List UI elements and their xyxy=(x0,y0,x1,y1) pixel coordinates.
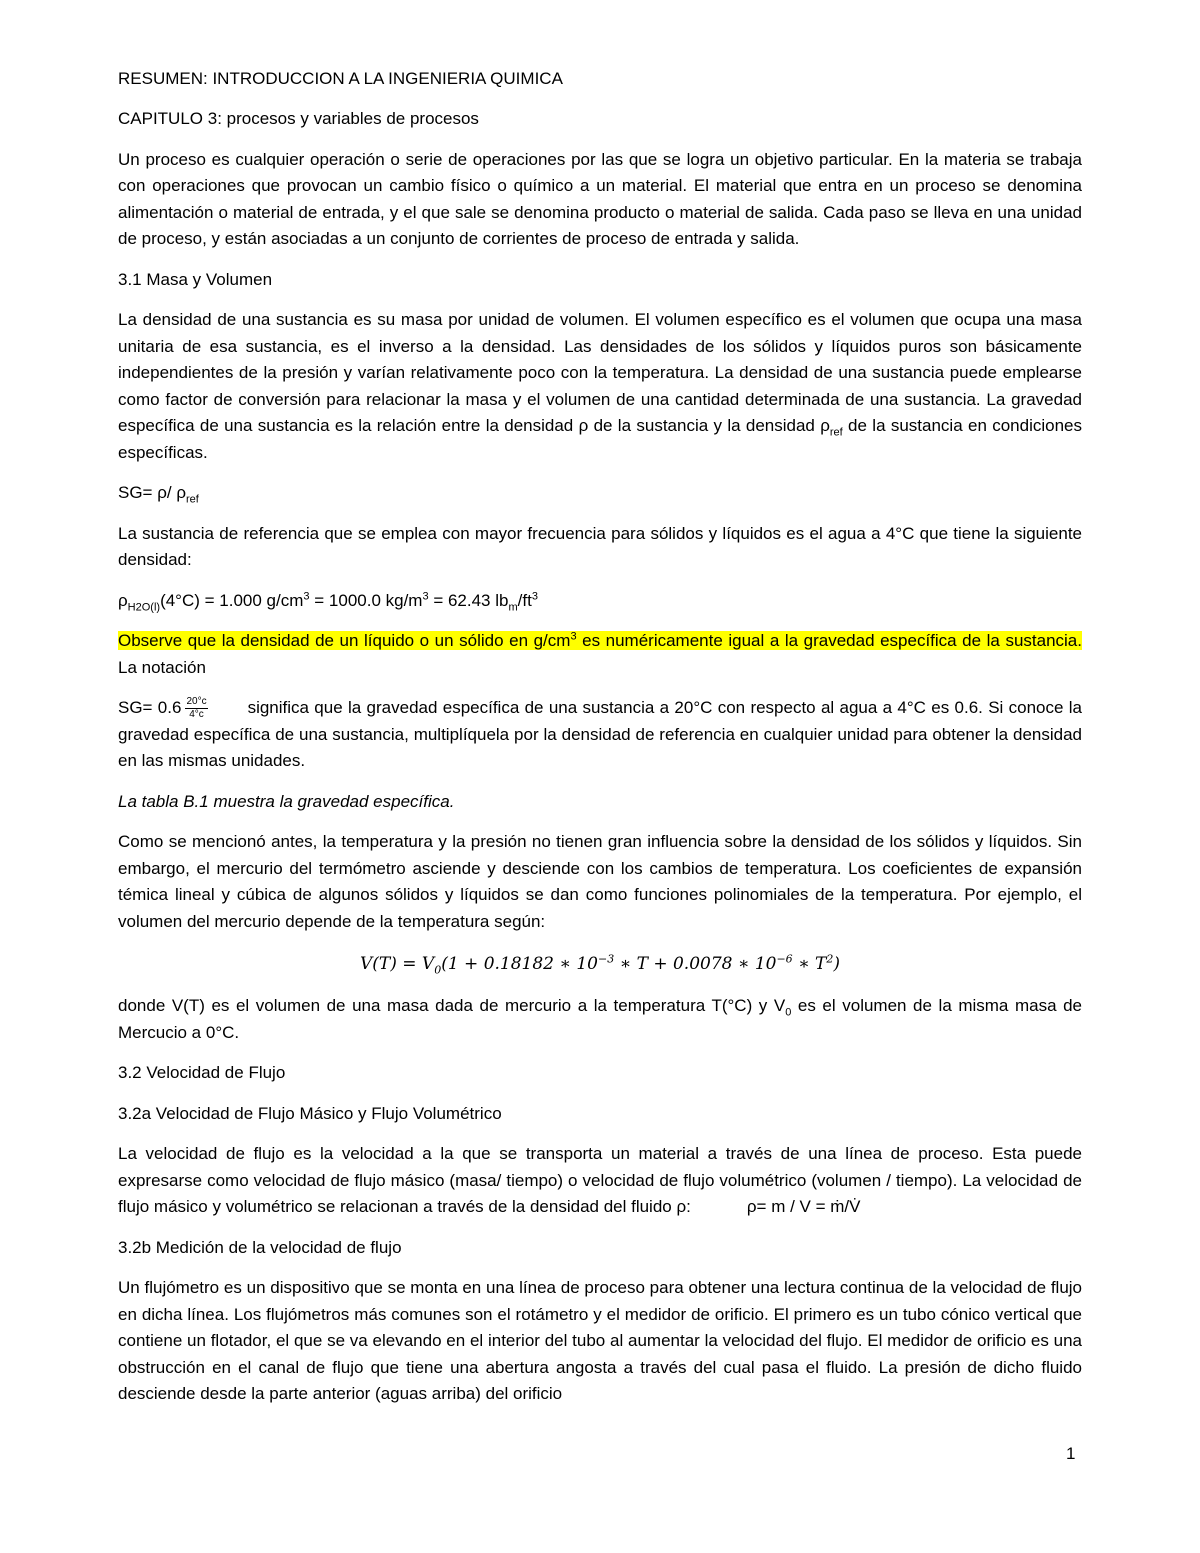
rho-sub2: m xyxy=(508,600,518,613)
document-body xyxy=(118,66,1082,1408)
eq-sup1: −3 xyxy=(598,952,615,966)
where-paragraph xyxy=(118,993,1082,1046)
rho-sup1: 3 xyxy=(303,589,310,602)
eq-sub: 0 xyxy=(434,963,442,977)
eq-part4: ∗ T xyxy=(792,954,827,974)
where-part1: donde V(T) es el volumen de una masa dada de mercurio a la temperatura T(°C) y V xyxy=(118,996,786,1015)
table-note: La tabla B.1 muestra la gravedad específica. xyxy=(118,791,455,811)
flowmeter-paragraph: Un flujómetro es un dispositivo que se monta en una línea de proceso para obtener una lectura continua de la velocidad de flujo en dicha línea. Los flujómetros más comunes son el rotámetro y el medidor de orificio. El primero es un tubo cónico vertical que contiene un flotador, el que se va elevando en el interior del tubo al aumentar la velocidad del flujo. El medidor de orificio es una obstrucción en el canal de flujo que tiene una abertura angosta a través del cual pasa el fluido. La presión de dicho fluido desciende desde la parte anterior (aguas arriba) del orificio xyxy=(118,1278,1082,1403)
ref-subscript: ref xyxy=(829,426,843,439)
sg-formula-main: SG= ρ/ ρ xyxy=(118,483,186,502)
rho-part4: /ft xyxy=(517,590,532,610)
rho-symbol: ρ xyxy=(118,590,128,610)
eq-part1: V(T) = V xyxy=(359,954,435,974)
eq-sup2: −6 xyxy=(776,952,793,966)
where-sub: 0 xyxy=(785,1006,792,1019)
mercury-paragraph: Como se mencionó antes, la temperatura y la presión no tienen gran influencia sobre la densidad de los sólidos y líquidos. Sin embargo, el mercurio del termómetro asciende y desciende con los cambios de temperatura. Los coeficientes de expansión témica lineal y cúbica de algunos sólidos y líquidos se dan como funciones polinomiales de la temperatura. Por ejemplo, el volumen del mercurio depende de la temperatura según: xyxy=(118,832,1082,931)
where-part2: es el volumen de la misma masa de Mercucio a 0°C. xyxy=(118,996,1083,1042)
rho-part3: = 62.43 lb xyxy=(428,590,509,610)
section-heading-3-2: 3.2 Velocidad de Flujo xyxy=(118,1063,286,1082)
fraction-denominator: 4°c xyxy=(189,709,204,721)
eq-part3: ∗ T + 0.0078 ∗ 10 xyxy=(614,954,777,974)
flow-text: La velocidad de flujo es la velocidad a la que se transporta un material a través de una línea de proceso. Esta puede expresarse como velocidad de flujo másico (masa/ tiempo) o velocidad de flujo volumétrico (volumen / tiempo). La velocidad de flujo másico y volumétrico se relacionan a través de la densidad del fluido ρ: xyxy=(118,1144,1082,1216)
eq-part2: (1 + 0.18182 ∗ 10 xyxy=(441,954,598,974)
eq-sup3: 2 xyxy=(826,952,834,966)
density-paragraph xyxy=(118,307,1082,466)
section-heading-3-2b: 3.2b Medición de la velocidad de flujo xyxy=(118,1237,402,1257)
chapter-heading: CAPITULO 3: procesos y variables de procesos xyxy=(118,109,479,128)
sg-formula-sub: ref xyxy=(186,493,199,506)
flow-formula: ρ= m / V = ṁ/V̇ xyxy=(746,1197,861,1216)
sg-notation-lead: SG= 0.6 xyxy=(118,698,182,717)
temperature-fraction xyxy=(185,696,207,721)
sg-notation-paragraph xyxy=(118,695,1082,775)
fraction-numerator: 20°c xyxy=(186,696,207,708)
sg-notation-text: significa que la gravedad específica de una sustancia a 20°C con respecto al agua a 4°C es 0.6. Si conoce la gravedad específica de una sustancia, multiplíquela por la densidad de referencia en cualquier unidad para obtener la densidad en las mismas unidades. xyxy=(118,698,1082,770)
highlight-after: La notación xyxy=(118,657,206,677)
rho-sup3: 3 xyxy=(531,589,538,602)
rho-part2: = 1000.0 kg/m xyxy=(309,590,423,610)
sg-formula xyxy=(118,480,1082,507)
density-tail: de la sustancia en condiciones específicas. xyxy=(118,416,1083,462)
highlight-part1: Observe que la densidad de un líquido o un sólido en g/cm xyxy=(118,631,571,650)
highlight-sup: 3 xyxy=(570,630,577,643)
highlight-paragraph xyxy=(118,628,1082,681)
rho-water-sub: H2O(l) xyxy=(127,600,161,613)
highlight-part2: es numéricamente igual a la gravedad específica de la sustancia. xyxy=(576,631,1082,650)
intro-paragraph: Un proceso es cualquier operación o serie de operaciones por las que se logra un objetivo particular. En la materia se trabaja con operaciones que provocan un cambio físico o químico a un material. El material que entra en un proceso se denomina alimentación o material de entrada, y el que sale se denomina producto o material de salida. Cada paso se lleva en una unidad de proceso, y están asociadas a un conjunto de corrientes de proceso de entrada y salida. xyxy=(118,149,1082,248)
reference-paragraph: La sustancia de referencia que se emplea con mayor frecuencia para sólidos y líquidos es el agua a 4°C que tiene la siguiente densidad: xyxy=(118,523,1082,569)
highlighted-text xyxy=(118,631,1082,650)
water-density-formula xyxy=(118,588,1082,615)
document-title: RESUMEN: INTRODUCCION A LA INGENIERIA QUIMICA xyxy=(118,69,563,88)
section-heading-3-1: 3.1 Masa y Volumen xyxy=(118,269,273,289)
page-number: 1 xyxy=(1066,1444,1076,1463)
flow-paragraph xyxy=(118,1141,1082,1221)
eq-part5: ) xyxy=(833,954,841,974)
rho-part1: (4°C) = 1.000 g/cm xyxy=(160,590,304,610)
rho-sup2: 3 xyxy=(422,589,429,602)
density-text: La densidad de una sustancia es su masa por unidad de volumen. El volumen específico es el volumen que ocupa una masa unitaria de esa sustancia, es el inverso a la densidad. Las densidades de los sólidos y líquidos puros son básicamente independientes de la presión y varían relativamente poco con la temperatura. La densidad de una sustancia puede emplearse como factor de conversión para relacionar la masa y el volumen de una cantidad determinada de una sustancia. La gravedad específica de una sustancia es la relación entre la densidad ρ de la sustancia y la densidad ρ xyxy=(118,310,1082,435)
section-heading-3-2a: 3.2a Velocidad de Flujo Másico y Flujo Volumétrico xyxy=(118,1103,502,1123)
mercury-equation xyxy=(118,949,1082,979)
